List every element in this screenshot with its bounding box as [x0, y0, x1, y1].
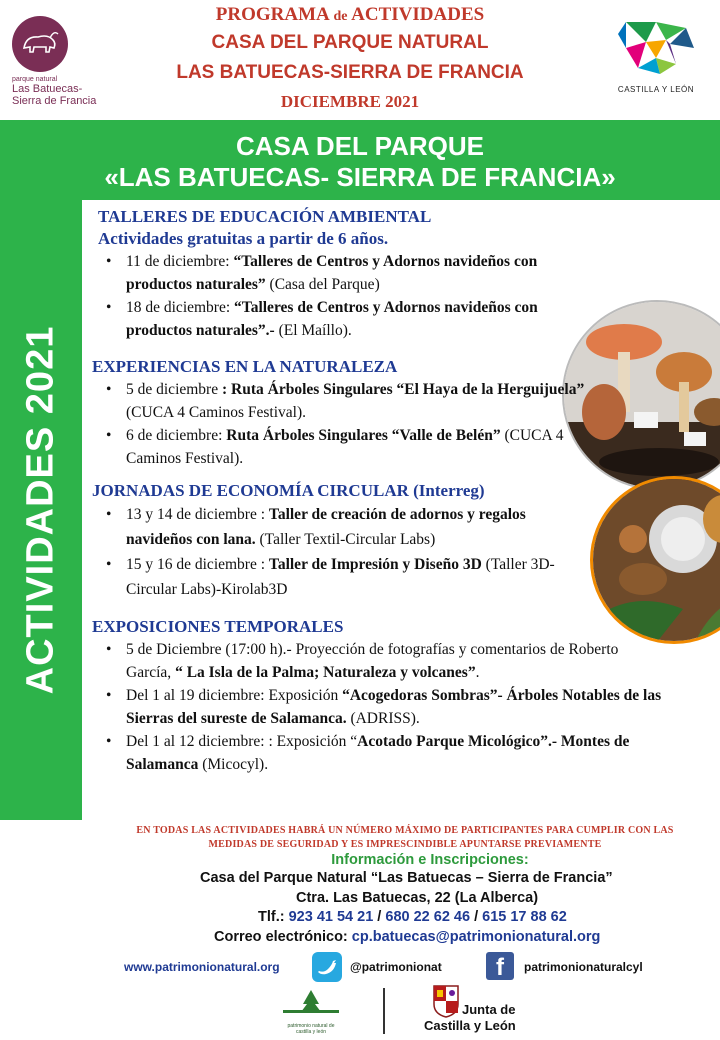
vertical-label: ACTIVIDADES 2021 — [19, 325, 62, 695]
patrimonio-natural-text: patrimonio natural de castilla y león — [287, 1023, 335, 1035]
contact-phones: Tlf.: 923 41 54 21 / 680 22 62 46 / 615 17 88 62 — [258, 909, 567, 925]
program-title — [130, 4, 570, 114]
pine-tree-icon — [281, 988, 341, 1016]
phone-3[interactable]: 615 17 88 62 — [482, 909, 567, 925]
footer-links — [0, 950, 720, 984]
program-title-line-1: PROGRAMA de ACTIVIDADES — [215, 4, 485, 25]
program-title-line-2: CASA DEL PARQUE NATURAL — [211, 32, 489, 53]
list-item: • Del 1 al 12 diciembre: : Exposición “Acotado Parque Micológico”.- Montes de Salamanca (Micocyl). — [92, 730, 667, 776]
info-heading-wrap — [0, 851, 720, 869]
logo-name-line-1: Las Batuecas- — [12, 83, 83, 95]
info-heading: Información e Inscripciones: — [331, 852, 529, 868]
logo-name-line-2: Sierra de Francia — [12, 95, 97, 107]
twitter-handle[interactable]: @patrimonionat — [350, 960, 442, 974]
program-date: DICIEMBRE 2021 — [280, 92, 420, 111]
section-talleres — [92, 206, 592, 250]
cyl-label: CASTILLA Y LEÓN — [617, 85, 695, 94]
bottom-logos — [0, 984, 720, 1040]
exposiciones-list — [92, 638, 667, 776]
logo-divider — [383, 988, 385, 1034]
phone-1[interactable]: 923 41 54 21 — [288, 909, 374, 925]
contact-address: Ctra. Las Batuecas, 22 (La Alberca) — [296, 889, 539, 906]
experiencias-list — [92, 378, 592, 470]
contact-email: Correo electrónico: cp.batuecas@patrimonionatural.org — [214, 928, 601, 945]
section-title: TALLERES DE EDUCACIÓN AMBIENTAL — [98, 207, 432, 226]
activities-content — [92, 206, 662, 776]
list-item: • 15 y 16 de diciembre : Taller de Impresión y Diseño 3D (Taller 3D-Circular Labs)-Kirolab3D — [92, 552, 592, 602]
header — [0, 0, 720, 120]
logo-small-text: parque natural — [12, 76, 58, 83]
contact-place: Casa del Parque Natural “Las Batuecas – Sierra de Francia” — [200, 870, 613, 886]
junta-line-1: Junta de — [462, 1002, 516, 1017]
section-title-jornadas: JORNADAS DE ECONOMÍA CIRCULAR (Interreg) — [92, 481, 485, 500]
list-item: • 13 y 14 de diciembre : Taller de creación de adornos y regalos navideños con lana. (Taller Textil-Circular Labs) — [92, 502, 592, 552]
facebook-handle[interactable]: patrimonionaturalcyl — [524, 960, 643, 974]
band-title-line-1: CASA DEL PARQUE — [236, 131, 484, 161]
safety-notice-line-1: EN TODAS LAS ACTIVIDADES HABRÁ UN NÚMERO MÁXIMO DE PARTICIPANTES PARA CUMPLIR CON LAS — [136, 825, 674, 836]
phone-2[interactable]: 680 22 62 46 — [385, 909, 471, 925]
program-title-line-3: LAS BATUECAS-SIERRA DE FRANCIA — [176, 62, 524, 83]
band-title-line-2: «LAS BATUECAS- SIERRA DE FRANCIA» — [104, 162, 616, 192]
section-title-experiencias: EXPERIENCIAS EN LA NATURALEZA — [92, 357, 398, 376]
coat-of-arms-icon — [432, 984, 460, 1018]
list-item: • 5 de Diciembre (17:00 h).- Proyección de fotografías y comentarios de Roberto García, “ La Isla de la Palma; Naturaleza y volcanes”. — [92, 638, 667, 684]
list-item: • 11 de diciembre: “Talleres de Centros y Adornos navideños con productos naturales” (Casa del Parque) — [92, 250, 592, 296]
jornadas-list — [92, 502, 592, 602]
cyl-geometric-icon — [616, 18, 696, 76]
goat-emblem-icon — [12, 16, 68, 72]
email-link[interactable]: cp.batuecas@patrimonionatural.org — [351, 928, 601, 945]
website-link[interactable]: www.patrimonionatural.org — [124, 960, 280, 974]
list-item: • 18 de diciembre: “Talleres de Centros y Adornos navideños con productos naturales”.- (El Maíllo). — [92, 296, 592, 342]
list-item: • 6 de diciembre: Ruta Árboles Singulares “Valle de Belén” (CUCA 4 Caminos Festival). — [92, 424, 592, 470]
twitter-icon[interactable] — [312, 952, 342, 982]
section-title-exposiciones: EXPOSICIONES TEMPORALES — [92, 617, 344, 636]
facebook-icon[interactable]: f — [486, 952, 514, 980]
talleres-list — [92, 250, 592, 342]
section-subtitle: Actividades gratuitas a partir de 6 años. — [98, 229, 389, 248]
contact-info — [200, 869, 670, 947]
castilla-y-leon-logo — [608, 18, 704, 94]
patrimonio-natural-logo — [280, 988, 342, 1035]
list-item: • Del 1 al 19 diciembre: Exposición “Acogedoras Sombras”- Árboles Notables de las Sierras del sureste de Salamanca. (ADRISS). — [92, 684, 667, 730]
junta-line-2: Castilla y León — [424, 1018, 516, 1033]
christmas-decoration-photo — [590, 476, 720, 644]
safety-notice — [100, 824, 710, 852]
band-title — [0, 120, 720, 192]
parque-natural-logo — [12, 16, 122, 107]
list-item: • 5 de diciembre : Ruta Árboles Singulares “El Haya de la Herguijuela” (CUCA 4 Caminos Festival). — [92, 378, 592, 424]
safety-notice-line-2: MEDIDAS DE SEGURIDAD Y ES IMPRESCINDIBLE APUNTARSE PREVIAMENTE — [208, 839, 602, 850]
